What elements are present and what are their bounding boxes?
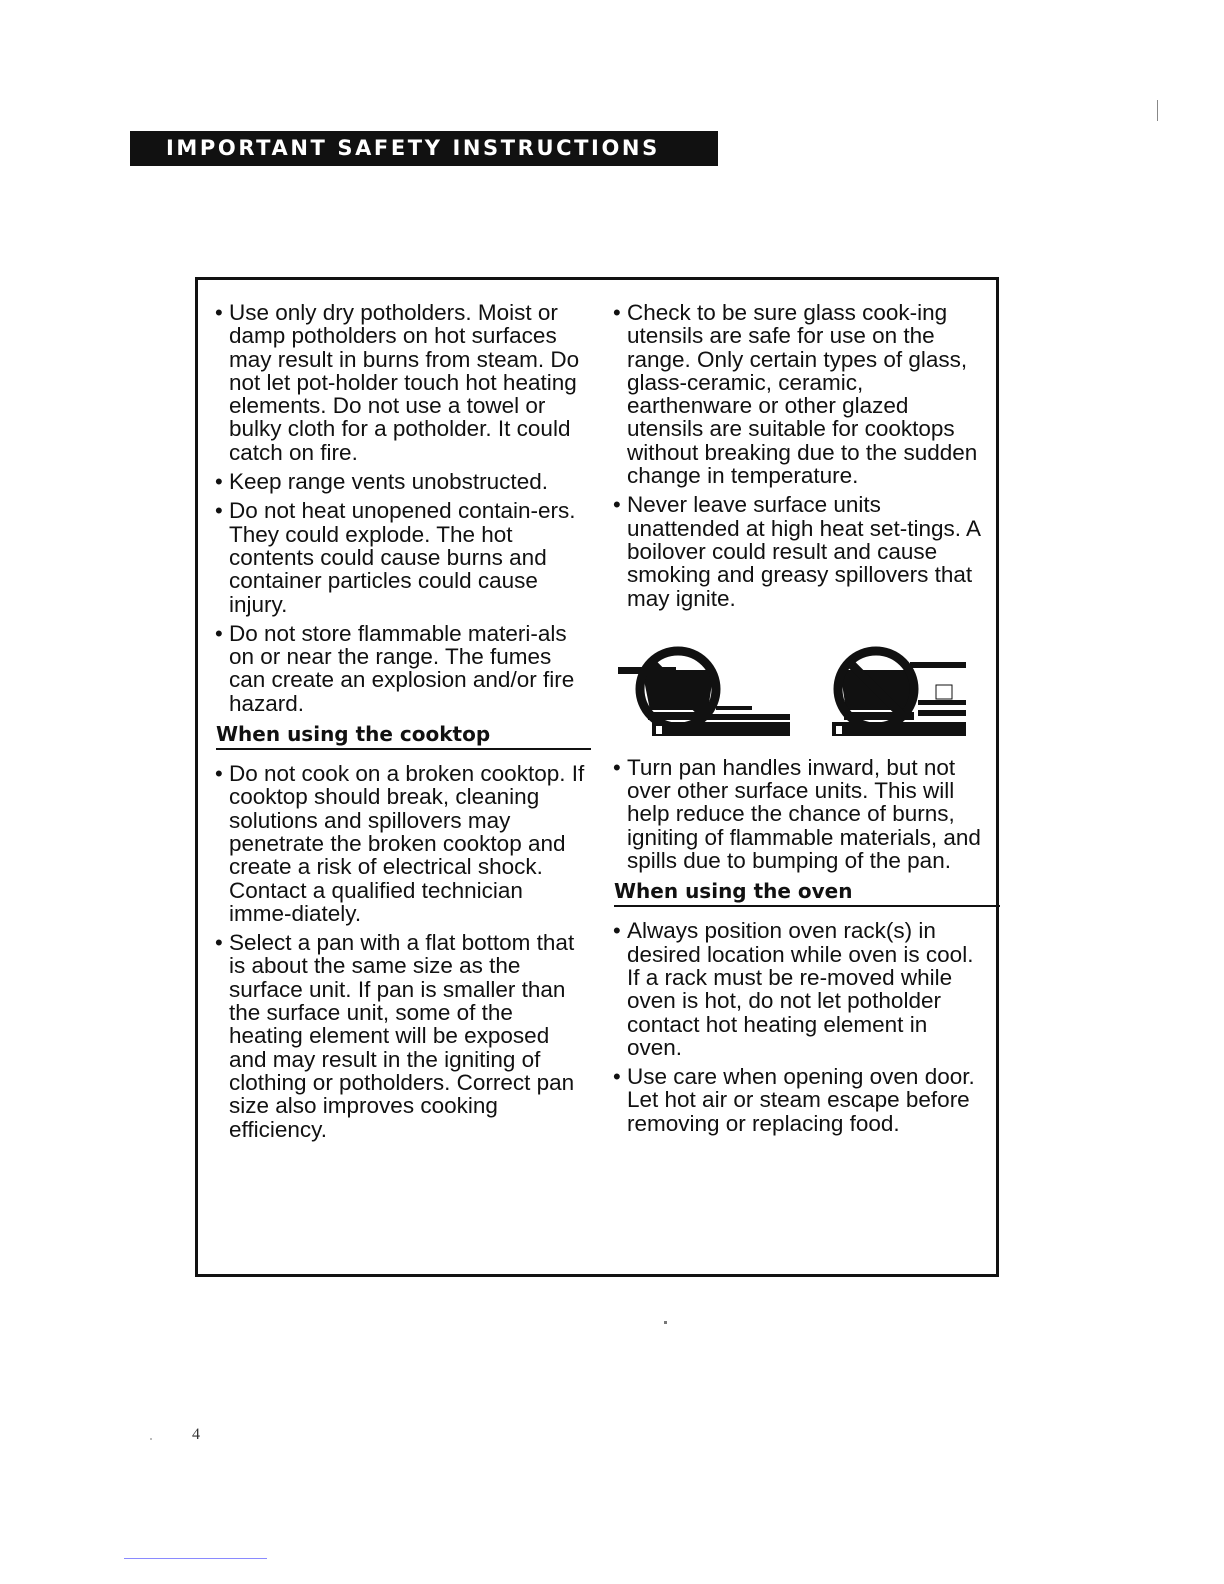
- safety-box: [195, 277, 999, 1277]
- general-safety-list: [216, 301, 591, 715]
- scan-speck: [664, 1321, 667, 1324]
- oven-safety-list: [614, 919, 984, 1135]
- list-item: • Do not cook on a broken cooktop. If cooktop should break, cleaning solutions and spillovers may penetrate the broken cooktop and create a risk of electrical shock. Contact a qualified technician imme-diately.: [216, 762, 591, 925]
- pan-handle-illustration: [614, 630, 974, 738]
- list-item: • Do not store flammable materi-als on or near the range. The fumes can create an explosion and/or fire hazard.: [216, 622, 591, 715]
- list-item: • Never leave surface units unattended at high heat set-tings. A boilover could result and cause smoking and greasy spillovers that may ignite.: [614, 493, 984, 609]
- list-item: • Select a pan with a flat bottom that is about the same size as the surface unit. If pan is smaller than the surface unit, some of the heating element will be exposed and may result in the igniting of clothing or potholders. Correct pan size also improves cooking efficiency.: [216, 931, 591, 1141]
- footer-rule: [124, 1558, 267, 1559]
- list-item: • Use only dry potholders. Moist or damp potholders on hot surfaces may result in burns from steam. Do not let pot-holder touch hot heating elements. Do not use a towel or bulky cloth for a potholder. It could catch on fire.: [216, 301, 591, 464]
- list-item: • Check to be sure glass cook-ing utensils are safe for use on the range. Only certain types of glass, glass-ceramic, ceramic, earthenware or other glazed utensils are suitable for cooktops without breaking due to the sudden change in temperature.: [614, 301, 984, 487]
- pan-handle-list: [614, 756, 984, 872]
- cooktop-heading: When using the cooktop: [216, 721, 591, 750]
- no-pan-handle-outward-icon: [618, 651, 790, 736]
- utensil-safety-list: [614, 301, 984, 610]
- list-item: • Keep range vents unobstructed.: [216, 470, 591, 493]
- list-item: • Always position oven rack(s) in desired location while oven is cool. If a rack must be re-moved while oven is hot, do not let potholder contact hot heating element in oven.: [614, 919, 984, 1059]
- right-column: [614, 301, 984, 1141]
- oven-heading: When using the oven: [614, 878, 1000, 907]
- no-pan-handle-outward-icon: [832, 651, 966, 736]
- scan-speck: [150, 1438, 152, 1440]
- cooktop-safety-list: [216, 762, 591, 1141]
- banner-title: IMPORTANT SAFETY INSTRUCTIONS: [166, 136, 660, 160]
- list-item: • Do not heat unopened contain-ers. They could explode. The hot contents could cause burns and container particles could cause injury.: [216, 499, 591, 615]
- margin-mark: [1157, 100, 1158, 121]
- page-number: 4: [192, 1426, 200, 1443]
- list-item: • Use care when opening oven door. Let hot air or steam escape before removing or replacing food.: [614, 1065, 984, 1135]
- list-item: • Turn pan handles inward, but not over other surface units. This will help reduce the chance of burns, igniting of flammable materials, and spills due to bumping of the pan.: [614, 756, 984, 872]
- section-banner: [130, 131, 718, 166]
- left-column: [216, 301, 591, 1147]
